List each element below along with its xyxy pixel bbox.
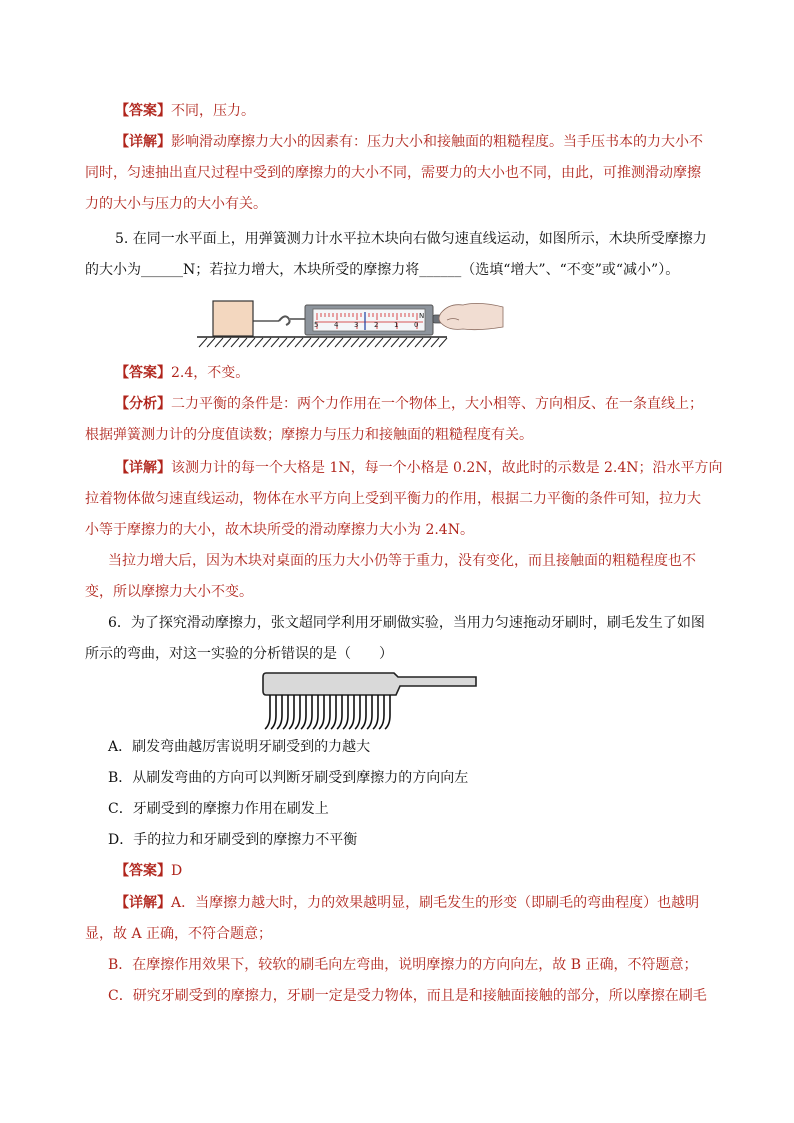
analysis-tag: 【分析】 [115,396,171,412]
scale-number: 4 [334,321,339,329]
detail-line: 力的大小与压力的大小有关。 [85,196,267,212]
option-c: C．牙刷受到的摩擦力作用在刷发上 [108,801,329,817]
answer-text: 2.4，不变。 [171,365,250,381]
detail-line: 小等于摩擦力的大小，故木块所受的滑动摩擦力大小为 2.4N。 [85,522,474,538]
option-a: A．刷发弯曲越厉害说明牙刷受到的力越大 [108,739,371,755]
answer-tag: 【答案】 [115,863,171,879]
table-hatching [199,338,447,347]
answer-line [115,363,249,383]
option-d: D．手的拉力和牙刷受到的摩擦力不平衡 [108,832,358,848]
hand-icon [439,303,503,329]
detail-text: 该测力计的每一个大格是 1N，每一个小格是 0.2N，故此时的示数是 2.4N；沿水平方向 [171,460,723,476]
question-6-stem: 所示的弯曲，对这一实验的分析错误的是（ ） [85,646,393,662]
bristles [265,695,390,729]
detail-line: 同时，匀速抽出直尺过程中受到的摩擦力的大小不同，需要力的大小也不同，由此，可推测滑动摩擦 [85,165,701,181]
hook-icon [279,316,290,325]
answer-line [115,861,182,881]
toothbrush-handle [263,673,476,695]
answer-tag: 【答案】 [115,103,171,119]
answer-tag: 【答案】 [115,365,171,381]
spring-scale-figure [195,293,507,351]
question-6-stem: 6．为了探究滑动摩擦力，张文超同学利用牙刷做实验，当用力匀速拖动牙刷时，刷毛发生了如图 [108,615,705,631]
detail-line [115,893,699,913]
detail-tag: 【详解】 [115,134,171,150]
analysis-line: 根据弹簧测力计的分度值读数；摩擦力与压力和接触面的粗糙程度有关。 [85,427,533,443]
scale-number: 3 [354,321,359,329]
answer-text: D [171,863,183,879]
question-5-stem: 的大小为______N；若拉力增大，木块所受的摩擦力将______（选填“增大”、“不变”或“减小”）。 [85,262,680,278]
question-5-stem: 5. 在同一水平面上，用弹簧测力计水平拉木块向右做匀速直线运动，如图所示，木块所受摩擦力 [115,231,707,247]
detail-line: 显，故 A 正确，不符合题意； [85,926,273,942]
detail-line: B．在摩擦作用效果下，较软的刷毛向左弯曲，说明摩擦力的方向向左，故 B 正确，不符题意； [108,957,698,973]
wooden-block [213,301,253,336]
answer-line [115,101,255,121]
detail-tag: 【详解】 [115,460,171,476]
answer-text: 不同，压力。 [171,103,255,119]
toothbrush-figure [262,671,480,731]
detail-line: 当拉力增大后，因为木块对桌面的压力大小仍等于重力，没有变化，而且接触面的粗糙程度也不 [108,553,696,569]
detail-line [115,132,703,152]
scale-number: 0 [414,321,419,329]
detail-line: 变，所以摩擦力大小不变。 [85,584,253,600]
scale-number: 5 [314,321,319,329]
detail-text: A．当摩擦力越大时，力的效果越明显，刷毛发生的形变（即刷毛的弯曲程度）也越明 [171,895,700,911]
detail-line: 拉着物体做匀速直线运动，物体在水平方向上受到平衡力的作用，根据二力平衡的条件可知，拉力大 [85,491,701,507]
detail-tag: 【详解】 [115,895,171,911]
analysis-text: 二力平衡的条件是：两个力作用在一个物体上，大小相等、方向相反、在一条直线上； [171,396,703,412]
analysis-line [115,394,703,414]
option-b: B．从刷发弯曲的方向可以判断牙刷受到摩擦力的方向向左 [108,770,469,786]
scale-number: 1 [394,321,399,329]
detail-text: 影响滑动摩擦力大小的因素有：压力大小和接触面的粗糙程度。当手压书本的力大小不 [171,134,703,150]
detail-line [115,458,723,478]
detail-line: C．研究牙刷受到的摩擦力，牙刷一定是受力物体，而且是和接触面接触的部分，所以摩擦在刷毛 [108,988,707,1004]
scale-number: 2 [374,321,379,329]
scale-unit: N [419,312,425,320]
